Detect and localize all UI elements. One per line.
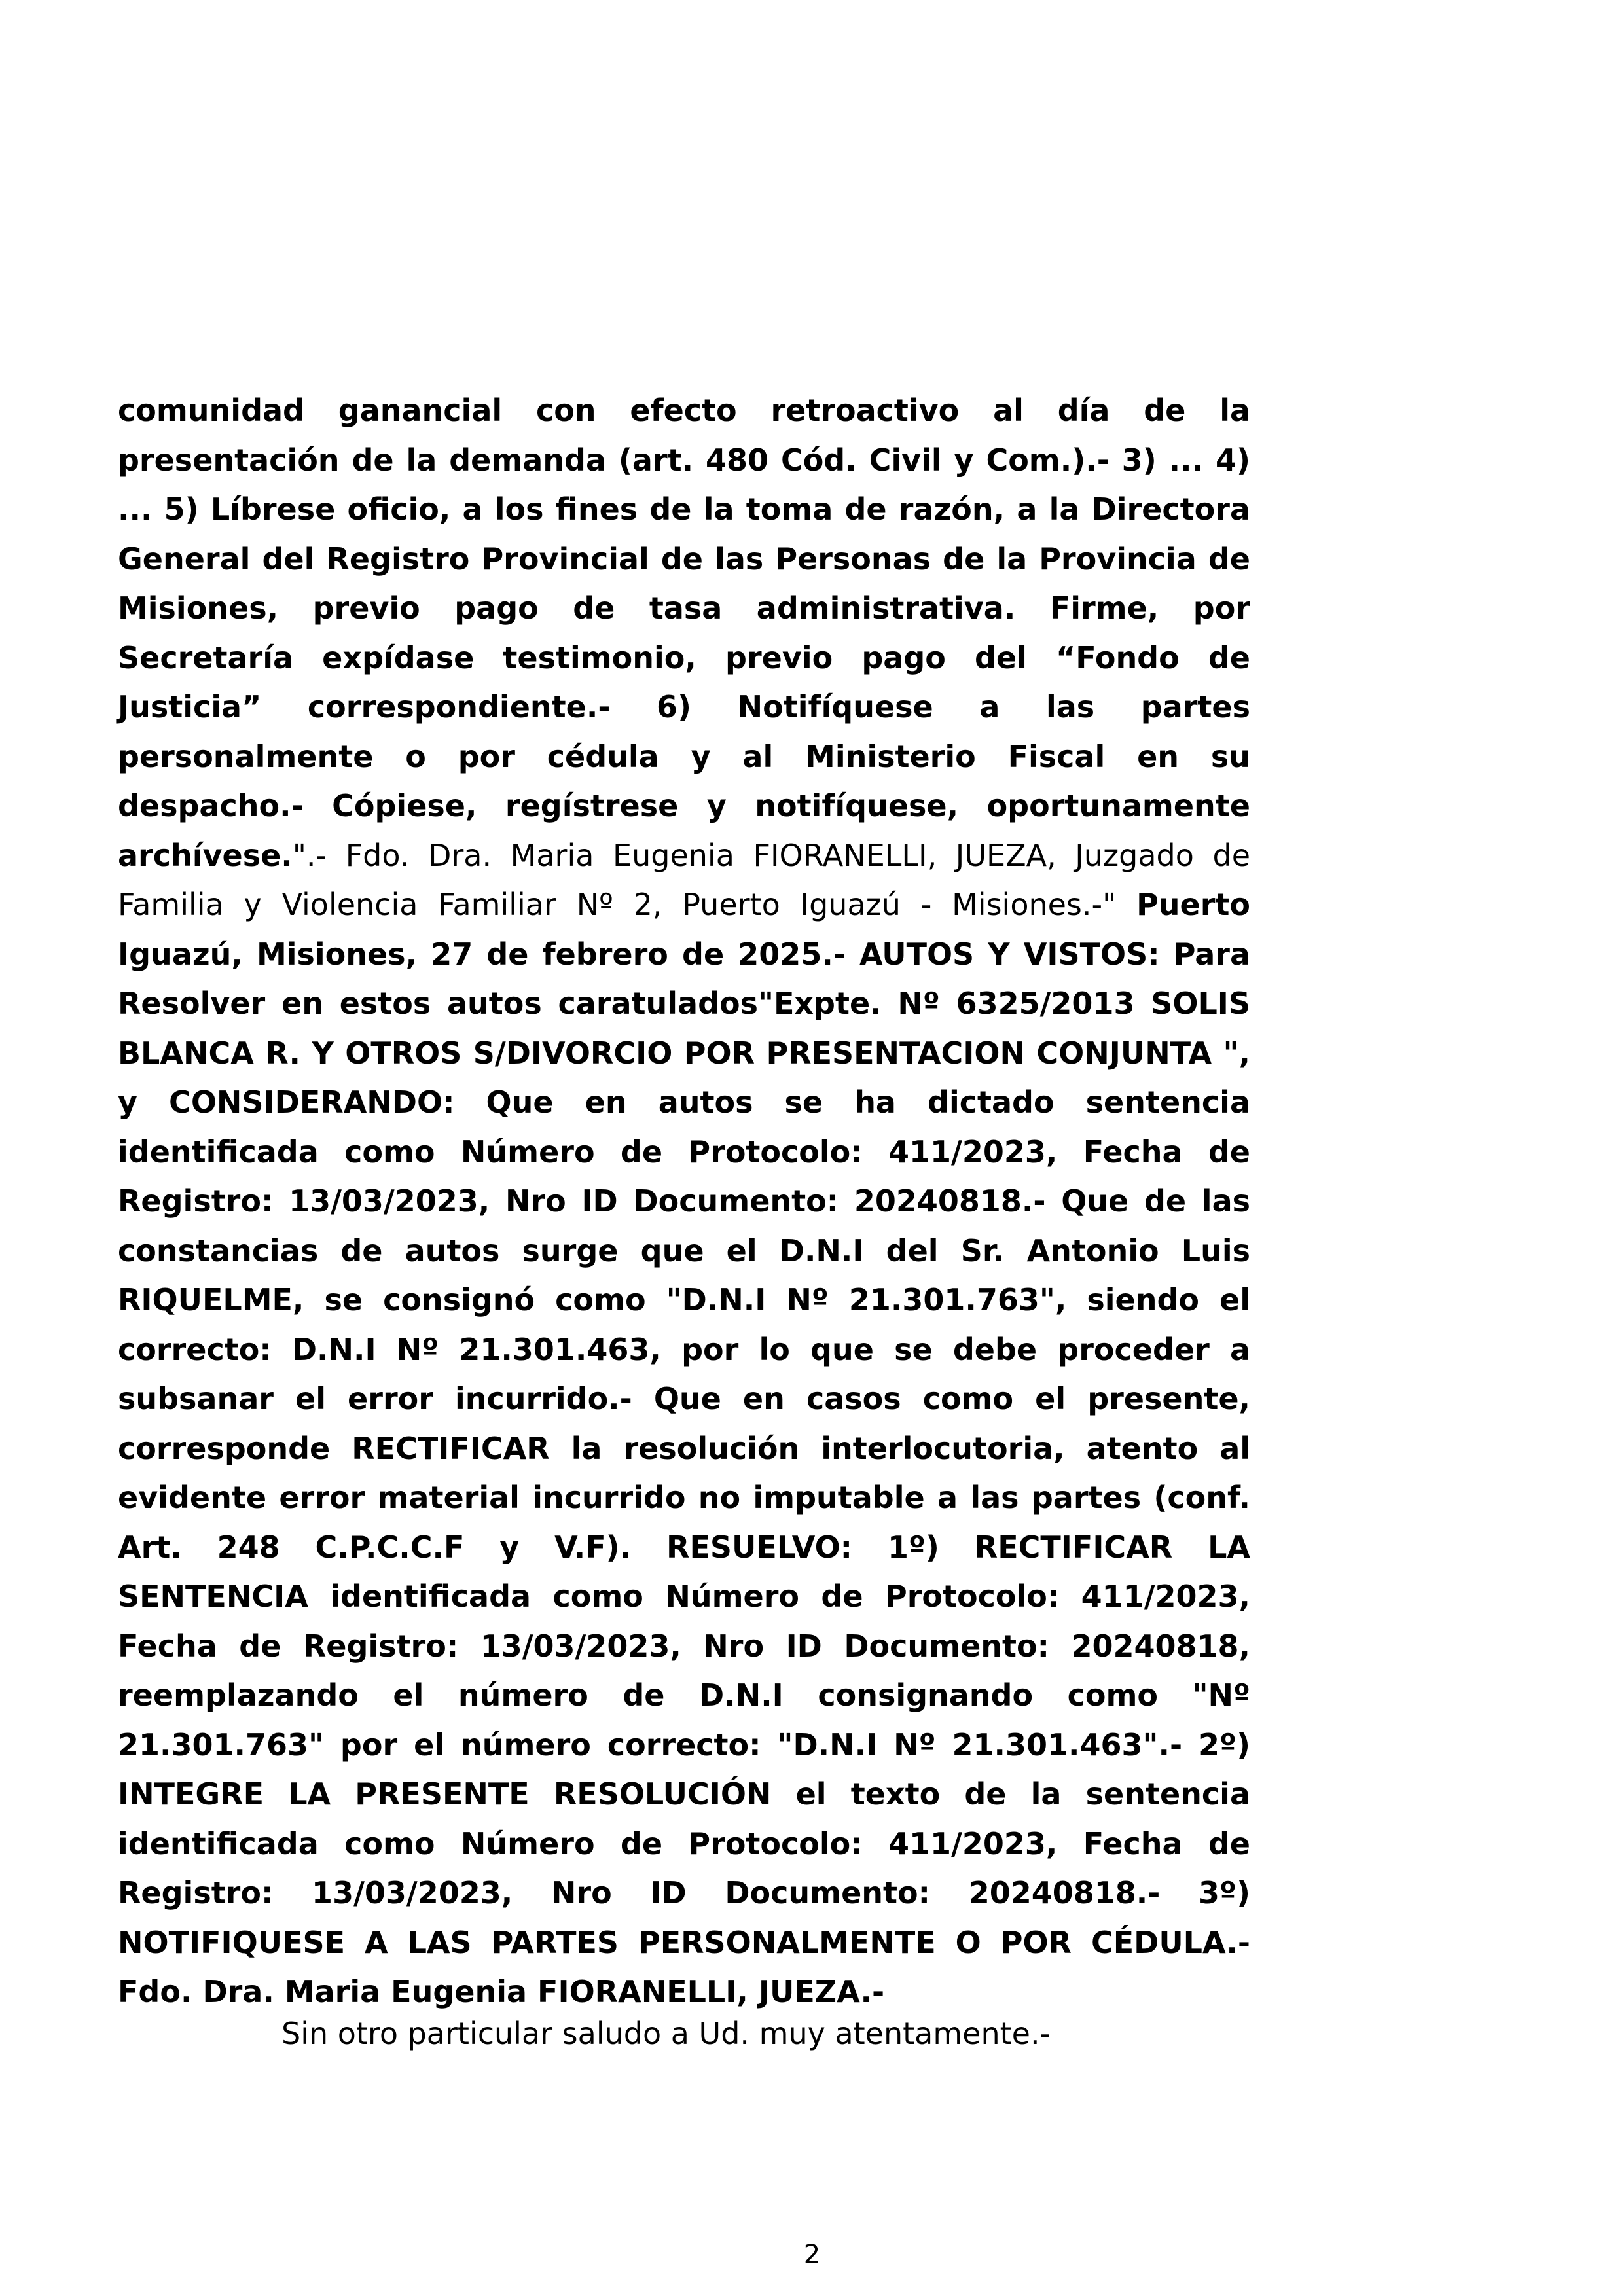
- signature-text: ".- Fdo. Dra. Maria Eugenia FIORANELLI, JUEZA, Juzgado de Familia y Violencia Familiar Nº 2, Puerto Iguazú - Misiones.-": [118, 837, 1250, 922]
- body-paragraph: [118, 386, 1250, 2017]
- closing-salutation: Sin otro particular saludo a Ud. muy atentamente.-: [281, 2016, 1051, 2051]
- page-number: 2: [803, 2240, 821, 2270]
- resolution-text-bold: comunidad ganancial con efecto retroactivo al día de la presentación de la demanda (art. 480 Cód. Civil y Com.).- 3) ... 4) ... 5) Líbrese oficio, a los fines de la toma de razón, a la Directora General del Registro Provincial de las Personas de la Provincia de Misiones, previo pago de tasa administrativa. Firme, por Secretaría expídase testimonio, previo pago del “Fondo de Justicia” correspondiente.- 6) Notifíquese a las partes personalmente o por cédula y al Ministerio Fiscal en su despacho.- Cópiese, regístrese y notifíquese, oportunamente archívese.: [118, 393, 1250, 873]
- rectification-text-bold: Puerto Iguazú, Misiones, 27 de febrero de 2025.- AUTOS Y VISTOS: Para Resolver en estos autos caratulados"Expte. Nº 6325/2013 SOLIS BLANCA R. Y OTROS S/DIVORCIO POR PRESENTACION CONJUNTA ", y CONSIDERANDO: Que en autos se ha dictado sentencia identificada como Número de Protocolo: 411/2023, Fecha de Registro: 13/03/2023, Nro ID Documento: 20240818.- Que de las constancias de autos surge que el D.N.I del Sr. Antonio Luis RIQUELME, se consignó como "D.N.I Nº 21.301.763", siendo el correcto: D.N.I Nº 21.301.463, por lo que se debe proceder a subsanar el error incurrido.- Que en casos como el presente, corresponde RECTIFICAR la resolución interlocutoria, atento al evidente error material incurrido no imputable a las partes (conf. Art. 248 C.P.C.C.F y V.F). RESUELVO: 1º) RECTIFICAR LA SENTENCIA identificada como Número de Protocolo: 411/2023, Fecha de Registro: 13/03/2023, Nro ID Documento: 20240818, reemplazando el número de D.N.I consignando como "Nº 21.301.763" por el número correcto: "D.N.I Nº 21.301.463".- 2º) INTEGRE LA PRESENTE RESOLUCIÓN el texto de la sentencia identificada como Número de Protocolo: 411/2023, Fecha de Registro: 13/03/2023, Nro ID Documento: 20240818.- 3º) NOTIFIQUESE A LAS PARTES PERSONALMENTE O POR CÉDULA.- Fdo. Dra. Maria Eugenia FIORANELLI, JUEZA.-: [118, 887, 1250, 2009]
